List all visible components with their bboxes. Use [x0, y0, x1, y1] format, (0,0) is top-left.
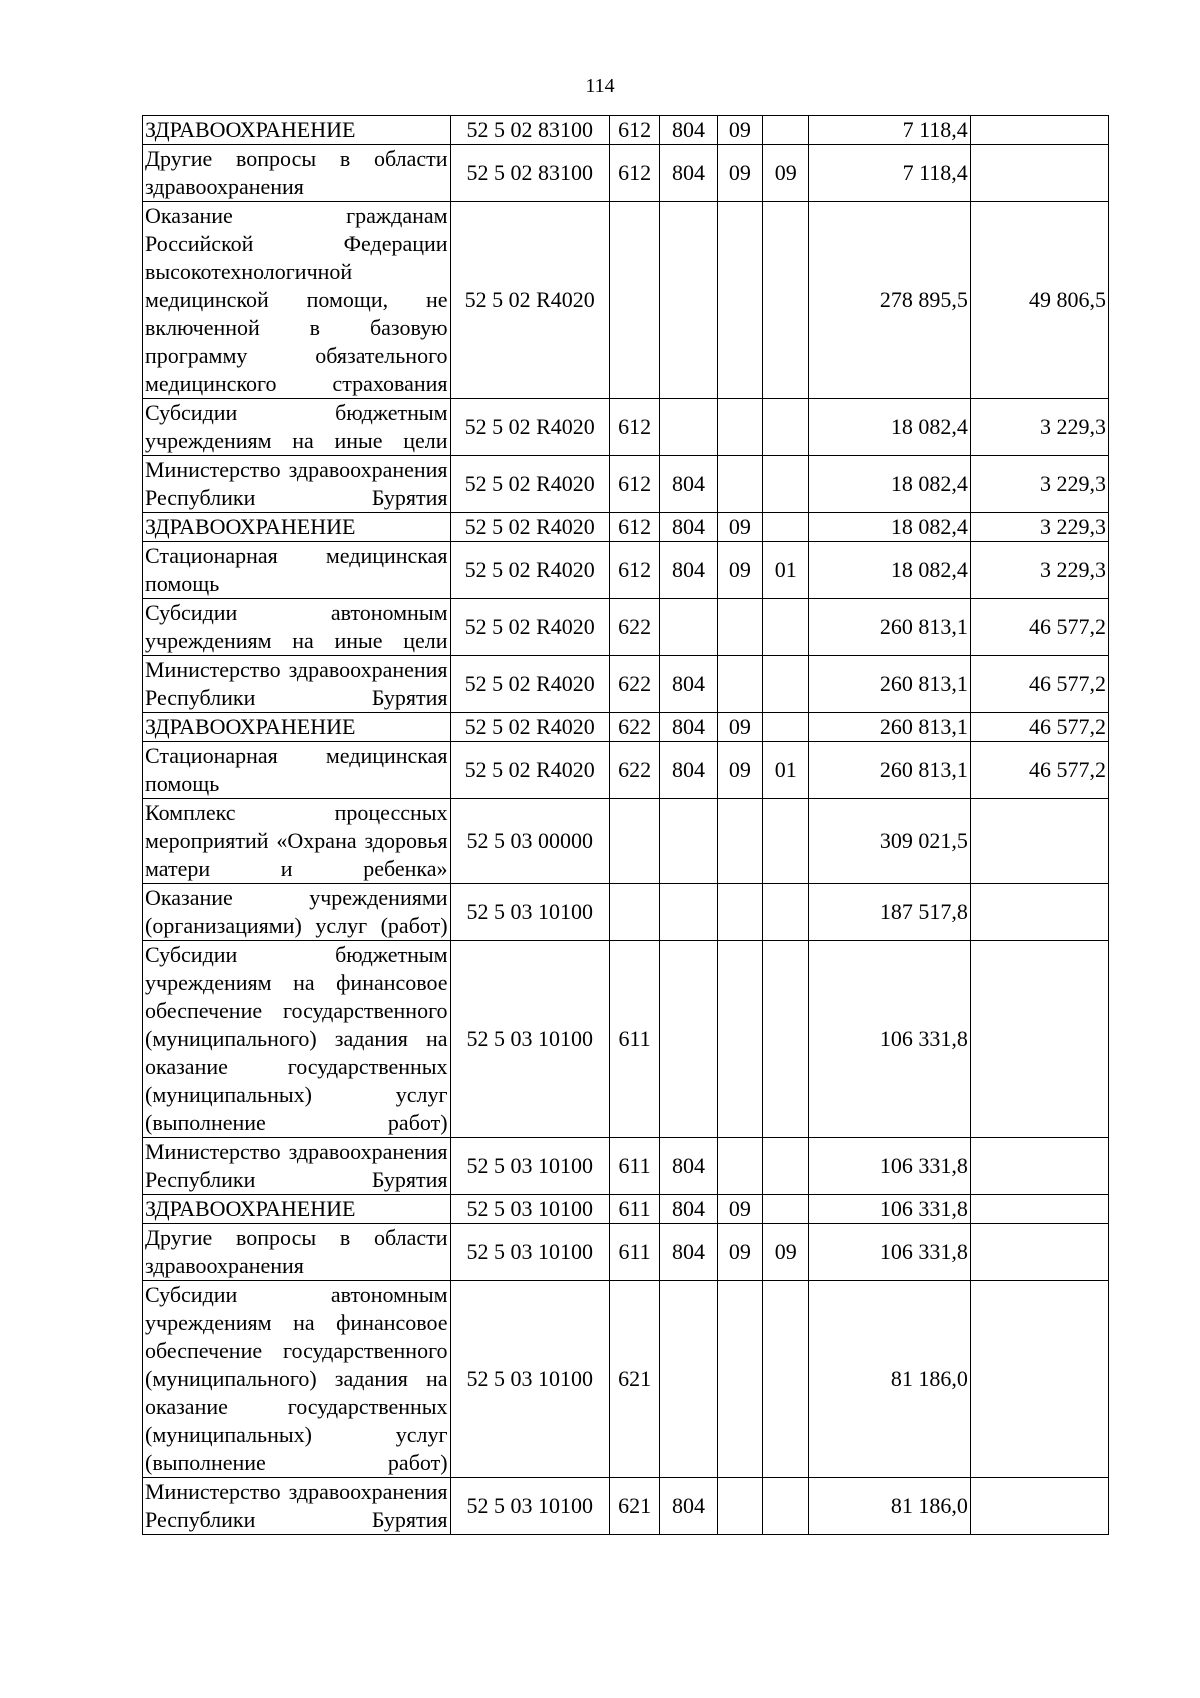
- amount-federal-cell: 46 577,2: [970, 656, 1108, 713]
- target-code-cell: 52 5 03 00000: [450, 799, 609, 884]
- table-row: [143, 599, 1109, 656]
- row-name-cell: Другие вопросы в области здравоохранения: [143, 1224, 451, 1281]
- amount-federal-cell: [970, 884, 1108, 941]
- subsection-code-cell: [763, 1138, 809, 1195]
- target-code-cell: 52 5 02 R4020: [450, 513, 609, 542]
- subsection-code-cell: [763, 713, 809, 742]
- section-code-cell: [717, 599, 762, 656]
- subsection-code-cell: [763, 1281, 809, 1478]
- expense-type-cell: [609, 884, 659, 941]
- section-code-cell: 09: [717, 713, 762, 742]
- row-name-cell: Субсидии бюджетным учреждениям на иные цели: [143, 399, 451, 456]
- row-name-cell: Министерство здравоохранения Республики Бурятия: [143, 656, 451, 713]
- ministry-code-cell: [660, 884, 717, 941]
- amount-federal-cell: 3 229,3: [970, 456, 1108, 513]
- page-number: 114: [585, 75, 615, 97]
- ministry-code-cell: [660, 599, 717, 656]
- expense-type-cell: 611: [609, 1195, 659, 1224]
- section-code-cell: [717, 884, 762, 941]
- section-code-cell: [717, 1478, 762, 1535]
- expense-type-cell: 612: [609, 542, 659, 599]
- row-name-cell: ЗДРАВООХРАНЕНИЕ: [143, 116, 451, 145]
- subsection-code-cell: [763, 513, 809, 542]
- table-row: [143, 799, 1109, 884]
- ministry-code-cell: 804: [660, 742, 717, 799]
- subsection-code-cell: [763, 456, 809, 513]
- ministry-code-cell: [660, 799, 717, 884]
- table-row: [143, 1281, 1109, 1478]
- target-code-cell: 52 5 03 10100: [450, 884, 609, 941]
- section-code-cell: 09: [717, 513, 762, 542]
- table-row: [143, 145, 1109, 202]
- amount-cell: 18 082,4: [809, 456, 970, 513]
- amount-cell: 18 082,4: [809, 513, 970, 542]
- section-code-cell: 09: [717, 742, 762, 799]
- expense-type-cell: 622: [609, 656, 659, 713]
- table-body: [143, 116, 1109, 1535]
- amount-federal-cell: [970, 1138, 1108, 1195]
- row-name-cell: Министерство здравоохранения Республики Бурятия: [143, 456, 451, 513]
- row-name-cell: ЗДРАВООХРАНЕНИЕ: [143, 513, 451, 542]
- expense-type-cell: [609, 202, 659, 399]
- amount-federal-cell: [970, 145, 1108, 202]
- row-name-cell: Другие вопросы в области здравоохранения: [143, 145, 451, 202]
- amount-cell: 81 186,0: [809, 1281, 970, 1478]
- target-code-cell: 52 5 03 10100: [450, 1281, 609, 1478]
- ministry-code-cell: 804: [660, 1195, 717, 1224]
- amount-federal-cell: 46 577,2: [970, 742, 1108, 799]
- table-row: [143, 202, 1109, 399]
- target-code-cell: 52 5 02 R4020: [450, 599, 609, 656]
- table-row: [143, 1195, 1109, 1224]
- target-code-cell: 52 5 02 R4020: [450, 456, 609, 513]
- table-row: [143, 742, 1109, 799]
- row-name-cell: Комплекс процессных мероприятий «Охрана здоровья матери и ребенка»: [143, 799, 451, 884]
- subsection-code-cell: 09: [763, 1224, 809, 1281]
- amount-federal-cell: 3 229,3: [970, 399, 1108, 456]
- target-code-cell: 52 5 02 R4020: [450, 202, 609, 399]
- target-code-cell: 52 5 02 83100: [450, 116, 609, 145]
- row-name-cell: Стационарная медицинская помощь: [143, 742, 451, 799]
- table-row: [143, 1478, 1109, 1535]
- ministry-code-cell: [660, 399, 717, 456]
- section-code-cell: [717, 799, 762, 884]
- section-code-cell: [717, 1138, 762, 1195]
- amount-federal-cell: 3 229,3: [970, 513, 1108, 542]
- ministry-code-cell: 804: [660, 656, 717, 713]
- expense-type-cell: 611: [609, 1138, 659, 1195]
- subsection-code-cell: [763, 116, 809, 145]
- subsection-code-cell: [763, 599, 809, 656]
- ministry-code-cell: 804: [660, 542, 717, 599]
- amount-federal-cell: [970, 799, 1108, 884]
- table-row: [143, 456, 1109, 513]
- expense-type-cell: 612: [609, 399, 659, 456]
- ministry-code-cell: 804: [660, 1138, 717, 1195]
- expense-type-cell: 621: [609, 1281, 659, 1478]
- table-row: [143, 542, 1109, 599]
- expense-type-cell: 612: [609, 513, 659, 542]
- section-code-cell: 09: [717, 1224, 762, 1281]
- section-code-cell: 09: [717, 1195, 762, 1224]
- target-code-cell: 52 5 02 83100: [450, 145, 609, 202]
- subsection-code-cell: 01: [763, 742, 809, 799]
- expense-type-cell: 622: [609, 599, 659, 656]
- amount-cell: 260 813,1: [809, 599, 970, 656]
- ministry-code-cell: 804: [660, 145, 717, 202]
- ministry-code-cell: [660, 202, 717, 399]
- expense-type-cell: 622: [609, 713, 659, 742]
- amount-cell: 106 331,8: [809, 1195, 970, 1224]
- ministry-code-cell: 804: [660, 456, 717, 513]
- row-name-cell: Субсидии автономным учреждениям на иные цели: [143, 599, 451, 656]
- row-name-cell: Министерство здравоохранения Республики Бурятия: [143, 1478, 451, 1535]
- amount-cell: 18 082,4: [809, 399, 970, 456]
- target-code-cell: 52 5 02 R4020: [450, 399, 609, 456]
- subsection-code-cell: [763, 1195, 809, 1224]
- ministry-code-cell: 804: [660, 1224, 717, 1281]
- table-row: [143, 1224, 1109, 1281]
- section-code-cell: 09: [717, 542, 762, 599]
- section-code-cell: [717, 656, 762, 713]
- amount-federal-cell: [970, 1195, 1108, 1224]
- expense-type-cell: 612: [609, 456, 659, 513]
- ministry-code-cell: [660, 941, 717, 1138]
- amount-federal-cell: 49 806,5: [970, 202, 1108, 399]
- row-name-cell: Министерство здравоохранения Республики Бурятия: [143, 1138, 451, 1195]
- table-row: [143, 941, 1109, 1138]
- subsection-code-cell: [763, 399, 809, 456]
- amount-federal-cell: [970, 941, 1108, 1138]
- amount-cell: 260 813,1: [809, 742, 970, 799]
- subsection-code-cell: [763, 656, 809, 713]
- amount-cell: 81 186,0: [809, 1478, 970, 1535]
- amount-cell: 309 021,5: [809, 799, 970, 884]
- table-row: [143, 1138, 1109, 1195]
- expense-type-cell: 612: [609, 145, 659, 202]
- budget-table: [142, 115, 1109, 1535]
- amount-federal-cell: [970, 1224, 1108, 1281]
- expense-type-cell: 611: [609, 941, 659, 1138]
- amount-cell: 278 895,5: [809, 202, 970, 399]
- row-name-cell: Субсидии бюджетным учреждениям на финансовое обеспечение государственного (муниципального) задания на оказание государственных (муниципальных) услуг (выполнение работ): [143, 941, 451, 1138]
- amount-cell: 18 082,4: [809, 542, 970, 599]
- expense-type-cell: 612: [609, 116, 659, 145]
- row-name-cell: Стационарная медицинская помощь: [143, 542, 451, 599]
- amount-federal-cell: [970, 1281, 1108, 1478]
- expense-type-cell: 621: [609, 1478, 659, 1535]
- section-code-cell: 09: [717, 145, 762, 202]
- row-name-cell: Оказание учреждениями (организациями) услуг (работ): [143, 884, 451, 941]
- table-row: [143, 513, 1109, 542]
- section-code-cell: 09: [717, 116, 762, 145]
- table-row: [143, 116, 1109, 145]
- amount-cell: 106 331,8: [809, 941, 970, 1138]
- amount-cell: 260 813,1: [809, 656, 970, 713]
- section-code-cell: [717, 202, 762, 399]
- subsection-code-cell: [763, 884, 809, 941]
- section-code-cell: [717, 941, 762, 1138]
- target-code-cell: 52 5 03 10100: [450, 1138, 609, 1195]
- subsection-code-cell: [763, 941, 809, 1138]
- ministry-code-cell: 804: [660, 116, 717, 145]
- expense-type-cell: [609, 799, 659, 884]
- subsection-code-cell: 01: [763, 542, 809, 599]
- amount-cell: 260 813,1: [809, 713, 970, 742]
- ministry-code-cell: 804: [660, 513, 717, 542]
- expense-type-cell: 611: [609, 1224, 659, 1281]
- amount-cell: 187 517,8: [809, 884, 970, 941]
- amount-federal-cell: 3 229,3: [970, 542, 1108, 599]
- amount-cell: 106 331,8: [809, 1224, 970, 1281]
- amount-cell: 106 331,8: [809, 1138, 970, 1195]
- table-row: [143, 399, 1109, 456]
- target-code-cell: 52 5 03 10100: [450, 941, 609, 1138]
- amount-federal-cell: [970, 1478, 1108, 1535]
- table-row: [143, 884, 1109, 941]
- row-name-cell: ЗДРАВООХРАНЕНИЕ: [143, 1195, 451, 1224]
- row-name-cell: ЗДРАВООХРАНЕНИЕ: [143, 713, 451, 742]
- ministry-code-cell: 804: [660, 713, 717, 742]
- ministry-code-cell: [660, 1281, 717, 1478]
- amount-federal-cell: [970, 116, 1108, 145]
- amount-federal-cell: 46 577,2: [970, 713, 1108, 742]
- target-code-cell: 52 5 03 10100: [450, 1478, 609, 1535]
- target-code-cell: 52 5 03 10100: [450, 1224, 609, 1281]
- subsection-code-cell: [763, 202, 809, 399]
- target-code-cell: 52 5 02 R4020: [450, 656, 609, 713]
- expense-type-cell: 622: [609, 742, 659, 799]
- subsection-code-cell: 09: [763, 145, 809, 202]
- target-code-cell: 52 5 02 R4020: [450, 542, 609, 599]
- amount-cell: 7 118,4: [809, 145, 970, 202]
- section-code-cell: [717, 399, 762, 456]
- target-code-cell: 52 5 02 R4020: [450, 742, 609, 799]
- row-name-cell: Субсидии автономным учреждениям на финансовое обеспечение государственного (муниципального) задания на оказание государственных (муниципальных) услуг (выполнение работ): [143, 1281, 451, 1478]
- subsection-code-cell: [763, 799, 809, 884]
- target-code-cell: 52 5 02 R4020: [450, 713, 609, 742]
- table-row: [143, 713, 1109, 742]
- row-name-cell: Оказание гражданам Российской Федерации высокотехнологичной медицинской помощи, не включенной в базовую программу обязательного медицинского страхования: [143, 202, 451, 399]
- amount-cell: 7 118,4: [809, 116, 970, 145]
- subsection-code-cell: [763, 1478, 809, 1535]
- target-code-cell: 52 5 03 10100: [450, 1195, 609, 1224]
- table-row: [143, 656, 1109, 713]
- ministry-code-cell: 804: [660, 1478, 717, 1535]
- section-code-cell: [717, 456, 762, 513]
- amount-federal-cell: 46 577,2: [970, 599, 1108, 656]
- section-code-cell: [717, 1281, 762, 1478]
